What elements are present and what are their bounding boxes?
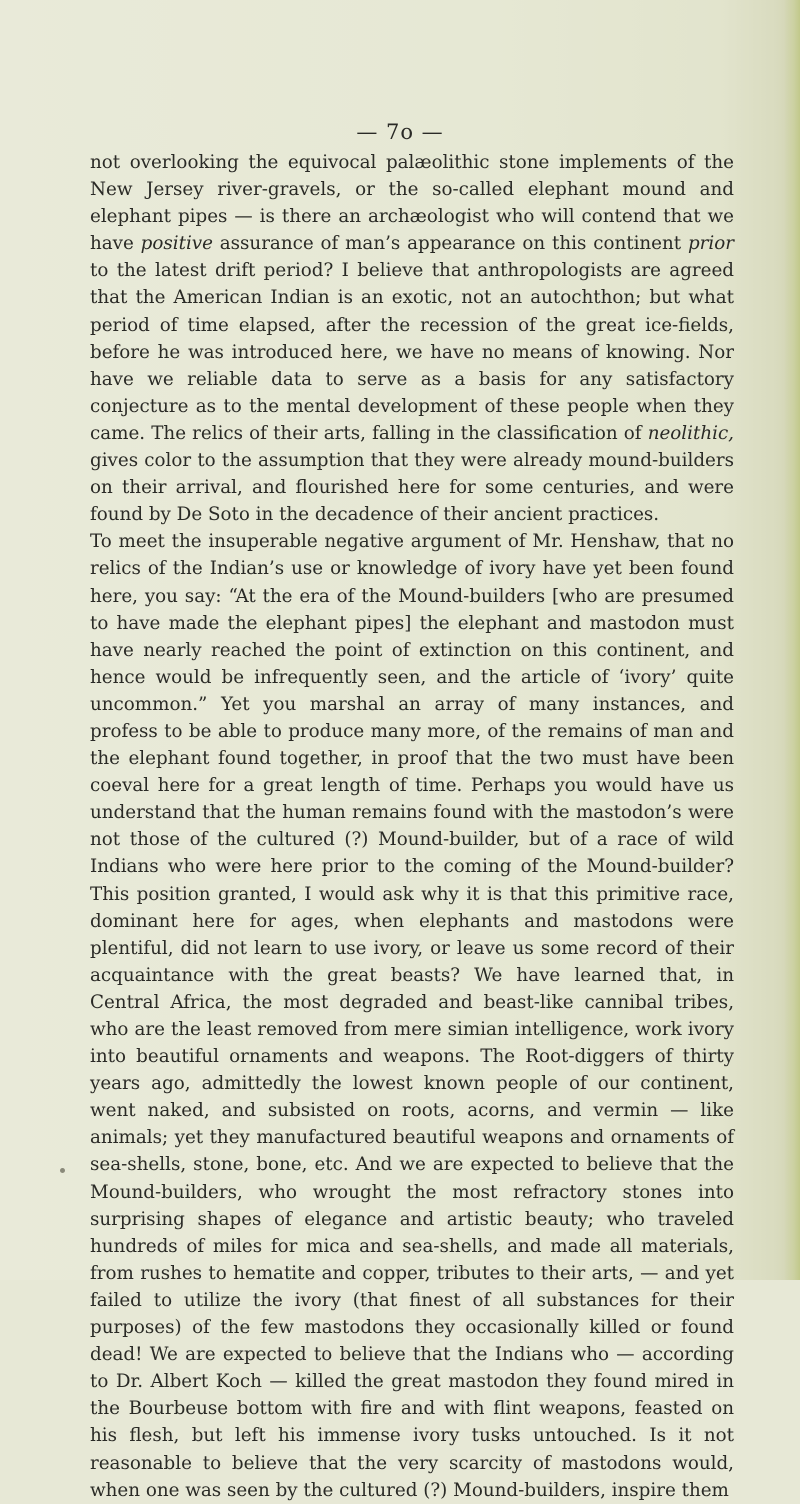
paragraph-2: To meet the insuperable negative argument of Mr. Henshaw, that no relics of the Indian’s use or knowledge of ivory have yet been found here, you say: “At the era of the Mound-builders [who are presumed to have made the elephant pipes] the elephant and mastodon must have nearly reached the point of extinction on this continent, and hence would be infrequently seen, and the article of ‘ivory’ quite uncommon.” Yet you marshal an array of many instances, and profess to be able to produce many more, of the remains of man and the elephant found together, in proof that the two must have been coeval here for a great length of time. Perhaps you would have us understand that the human remains found with the mastodon’s were not those of the cultured (?) Mound-builder, but of a race of wild Indians who were here prior to the coming of the Mound-builder? This position granted, I would ask why it is that this primitive race, dominant here for ages, when elephants and mastodons were plentiful, did not learn to use ivory, or leave us some record of their acquaintance with the great beasts? We have learned that, in Central Africa, the most degraded and beast-like cannibal tribes, who are the least removed from mere simian intelligence, work ivory into beautiful ornaments and weapons. The Root-diggers of thirty years ago, admittedly the lowest known people of our continent, went naked, and subsisted on roots, acorns, and vermin — like animals; yet they manufactured beautiful weapons and ornaments of sea-shells, stone, bone, etc. And we are expected to believe that the Mound-builders, who wrought the most refractory stones into surprising shapes of elegance and artistic beauty; who traveled hundreds of miles for mica and sea-shells, and made all materials, from rushes to hematite and copper, tributes to their arts, — and yet failed to utilize the ivory (that finest of all substances for their purposes) of the few mastodons they occasionally killed or found dead! We are expected to believe that the Indians who — according to Dr. Albert Koch — killed the great mastodon they found mired in the Bourbeuse bottom with fire and with flint weapons, feasted on his flesh, but left his immense ivory tusks untouched. Is it not reasonable to believe that the very scarcity of mastodons would, when one was seen by the cultured (?) Mound-builders, inspire them — [90, 531, 734, 1501]
paragraph-1-text: assurance of man’s appearance on this continent — [212, 233, 688, 255]
page-edge-shading — [784, 0, 800, 1280]
body-text — [90, 149, 734, 1504]
italic-prior: prior — [687, 233, 734, 255]
stray-mark — [60, 1168, 65, 1173]
paragraph-1-text: gives color to the assumption that they were already mound-builders on their arrival, and flourished here for some centuries, and were found by De Soto in the decadence of their ancient practices. — [90, 450, 734, 526]
italic-positive: positive — [140, 233, 213, 255]
page-number: — 7o — — [356, 120, 444, 144]
paragraph-1-text: to the latest drift period? I believe that anthropologists are agreed that the American Indian is an exotic, not an autochthon; but what period of time elapsed, after the recession of the great ice-fields, before he was introduced here, we have no means of knowing. Nor have we reliable data to serve as a basis for any satisfactory conjecture as to the mental development of these people when they came. The relics of their arts, falling in the classification of — [90, 260, 734, 444]
paragraph-1 — [90, 149, 734, 528]
italic-neolithic: neolithic, — [647, 422, 734, 444]
paragraph-1-text: not overlooking the equivocal palæolithic stone implements of the New Jersey river-gravels, or the so-called elephant mound and elephant pipes — is there an archæologist who will contend that we have — [90, 152, 734, 255]
